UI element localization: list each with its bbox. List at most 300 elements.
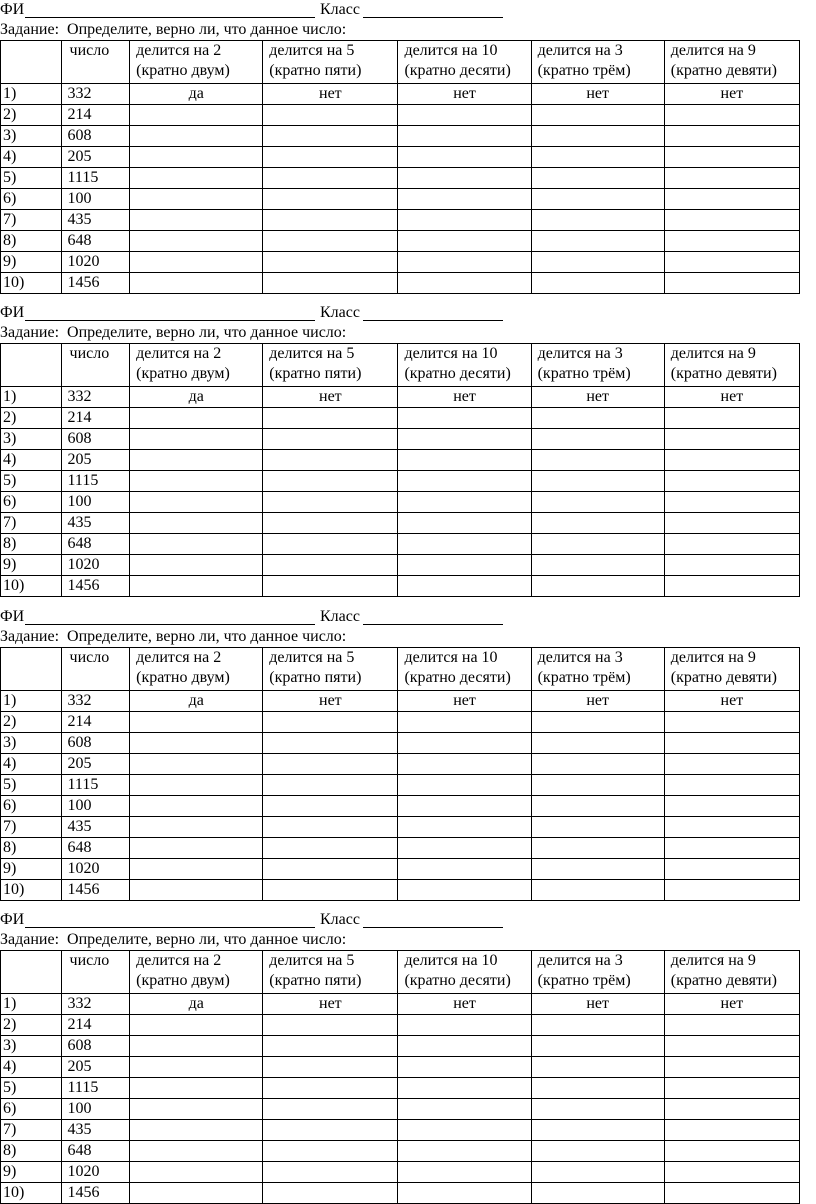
answer-cell-div3[interactable]	[531, 1015, 664, 1036]
answer-cell-div2[interactable]	[130, 210, 263, 231]
answer-cell-div9[interactable]	[664, 754, 799, 775]
header-div9-title: делится на 9	[670, 952, 756, 969]
table-row	[1, 210, 800, 231]
answer-cell-div3[interactable]	[531, 147, 664, 168]
answer-cell-div10[interactable]	[398, 1162, 531, 1183]
answer-cell-div9[interactable]	[664, 471, 799, 492]
answer-cell-div10[interactable]	[398, 105, 531, 126]
answer-cell-div5[interactable]	[263, 1120, 398, 1141]
answer-cell-div2[interactable]	[130, 838, 263, 859]
answer-cell-div9[interactable]: нет	[664, 387, 799, 408]
answer-cell-div3[interactable]	[531, 492, 664, 513]
answer-cell-div5[interactable]	[263, 1099, 398, 1120]
answer-cell-div5[interactable]	[263, 1036, 398, 1057]
header-number: число	[61, 344, 130, 387]
answer-cell-div5[interactable]	[263, 859, 398, 880]
answer-cell-div3[interactable]	[531, 429, 664, 450]
answer-cell-div9[interactable]	[664, 1099, 799, 1120]
answer-cell-div5[interactable]: нет	[263, 84, 398, 105]
answer-cell-div5[interactable]	[263, 189, 398, 210]
answer-cell-div2[interactable]	[130, 273, 263, 294]
table-row	[1, 429, 800, 450]
answer-cell-div10[interactable]	[398, 817, 531, 838]
answer-cell-div10[interactable]	[398, 733, 531, 754]
row-number: 214	[61, 105, 130, 126]
answer-cell-div2[interactable]	[130, 534, 263, 555]
task-label: Задание:	[0, 324, 60, 341]
answer-cell-div5[interactable]	[263, 576, 398, 597]
answer-cell-div2[interactable]	[130, 796, 263, 817]
header-div3-subtitle: (кратно трём)	[537, 62, 631, 79]
row-number: 1020	[61, 555, 130, 576]
row-index: 5)	[1, 471, 62, 492]
header-div9-subtitle: (кратно девяти)	[670, 62, 777, 79]
table-row	[1, 775, 800, 796]
table-header-row	[1, 344, 800, 387]
answer-cell-div2[interactable]	[130, 408, 263, 429]
answer-cell-div10[interactable]	[398, 880, 531, 901]
header-div3-subtitle: (кратно трём)	[537, 972, 631, 989]
header-line	[0, 607, 520, 629]
answer-cell-div9[interactable]	[664, 838, 799, 859]
answer-cell-div10[interactable]	[398, 513, 531, 534]
answer-cell-div2[interactable]	[130, 126, 263, 147]
answer-cell-div2[interactable]	[130, 1120, 263, 1141]
header-div9-title: делится на 9	[670, 649, 756, 666]
header-div5-subtitle: (кратно пяти)	[269, 365, 362, 382]
answer-cell-div9[interactable]	[664, 1120, 799, 1141]
answer-cell-div2[interactable]	[130, 859, 263, 880]
row-number: 1115	[61, 1078, 130, 1099]
answer-cell-div5[interactable]	[263, 838, 398, 859]
answer-cell-div10[interactable]	[398, 429, 531, 450]
answer-cell-div10[interactable]: нет	[398, 691, 531, 712]
table-row	[1, 1141, 800, 1162]
answer-cell-div3[interactable]	[531, 471, 664, 492]
answer-cell-div9[interactable]: нет	[664, 691, 799, 712]
answer-cell-div9[interactable]	[664, 859, 799, 880]
row-number: 1115	[61, 168, 130, 189]
answer-cell-div10[interactable]	[398, 1036, 531, 1057]
answer-cell-div2[interactable]	[130, 576, 263, 597]
row-number: 1456	[61, 1183, 130, 1204]
row-number: 435	[61, 1120, 130, 1141]
answer-cell-div10[interactable]	[398, 754, 531, 775]
answer-cell-div9[interactable]	[664, 231, 799, 252]
answer-cell-div9[interactable]	[664, 1057, 799, 1078]
row-number: 608	[61, 1036, 130, 1057]
answer-cell-div10[interactable]	[398, 576, 531, 597]
answer-cell-div9[interactable]	[664, 712, 799, 733]
answer-cell-div2[interactable]	[130, 168, 263, 189]
answer-cell-div5[interactable]	[263, 1015, 398, 1036]
row-index: 2)	[1, 712, 62, 733]
answer-cell-div9[interactable]	[664, 555, 799, 576]
table-row	[1, 1036, 800, 1057]
answer-cell-div2[interactable]	[130, 189, 263, 210]
row-number: 1020	[61, 1162, 130, 1183]
answer-cell-div10[interactable]	[398, 838, 531, 859]
answer-cell-div5[interactable]	[263, 429, 398, 450]
answer-cell-div3[interactable]	[531, 450, 664, 471]
answer-cell-div10[interactable]	[398, 775, 531, 796]
table-row	[1, 1078, 800, 1099]
table-row	[1, 1015, 800, 1036]
answer-cell-div10[interactable]	[398, 252, 531, 273]
fi-blank-field[interactable]	[25, 303, 315, 321]
answer-cell-div2[interactable]	[130, 105, 263, 126]
answer-cell-div9[interactable]	[664, 252, 799, 273]
answer-cell-div10[interactable]	[398, 1120, 531, 1141]
header-div10-title: делится на 10	[404, 345, 498, 362]
answer-cell-div10[interactable]: нет	[398, 994, 531, 1015]
divisibility-table	[0, 950, 800, 1204]
row-number: 1020	[61, 252, 130, 273]
answer-cell-div3[interactable]	[531, 168, 664, 189]
answer-cell-div10[interactable]	[398, 1183, 531, 1204]
answer-cell-div5[interactable]	[263, 450, 398, 471]
answer-cell-div3[interactable]	[531, 1162, 664, 1183]
class-blank-field[interactable]	[363, 607, 503, 625]
header-div2-title: делится на 2	[136, 649, 222, 666]
answer-cell-div3[interactable]	[531, 1183, 664, 1204]
answer-cell-div10[interactable]	[398, 859, 531, 880]
answer-cell-div9[interactable]	[664, 576, 799, 597]
answer-cell-div3[interactable]	[531, 576, 664, 597]
answer-cell-div10[interactable]	[398, 1015, 531, 1036]
table-row	[1, 105, 800, 126]
table-row	[1, 231, 800, 252]
row-number: 648	[61, 838, 130, 859]
row-number: 648	[61, 1141, 130, 1162]
answer-cell-div2[interactable]	[130, 1057, 263, 1078]
answer-cell-div9[interactable]	[664, 429, 799, 450]
answer-cell-div3[interactable]	[531, 1078, 664, 1099]
answer-cell-div10[interactable]	[398, 1078, 531, 1099]
answer-cell-div3[interactable]	[531, 817, 664, 838]
answer-cell-div2[interactable]	[130, 1099, 263, 1120]
answer-cell-div3[interactable]	[531, 754, 664, 775]
answer-cell-div10[interactable]	[398, 168, 531, 189]
answer-cell-div9[interactable]	[664, 492, 799, 513]
answer-cell-div9[interactable]: нет	[664, 994, 799, 1015]
row-index: 4)	[1, 1057, 62, 1078]
answer-cell-div5[interactable]	[263, 471, 398, 492]
header-div3-title: делится на 3	[537, 345, 623, 362]
answer-cell-div10[interactable]	[398, 1099, 531, 1120]
header-div3-title: делится на 3	[537, 42, 623, 59]
answer-cell-div9[interactable]	[664, 408, 799, 429]
header-number: число	[61, 648, 130, 691]
answer-cell-div10[interactable]	[398, 534, 531, 555]
answer-cell-div2[interactable]	[130, 1015, 263, 1036]
row-index: 7)	[1, 210, 62, 231]
answer-cell-div9[interactable]	[664, 1162, 799, 1183]
answer-cell-div3[interactable]	[531, 210, 664, 231]
header-div9-subtitle: (кратно девяти)	[670, 365, 777, 382]
answer-cell-div3[interactable]: нет	[531, 387, 664, 408]
row-index: 4)	[1, 450, 62, 471]
answer-cell-div2[interactable]	[130, 1162, 263, 1183]
answer-cell-div3[interactable]	[531, 859, 664, 880]
class-blank-field[interactable]	[363, 0, 503, 18]
class-blank-field[interactable]	[363, 303, 503, 321]
answer-cell-div3[interactable]: нет	[531, 994, 664, 1015]
answer-cell-div9[interactable]	[664, 1078, 799, 1099]
row-number: 100	[61, 1099, 130, 1120]
divisibility-table	[0, 647, 800, 901]
answer-cell-div5[interactable]	[263, 796, 398, 817]
row-index: 1)	[1, 84, 62, 105]
header-div10-subtitle: (кратно десяти)	[404, 972, 511, 989]
answer-cell-div10[interactable]	[398, 210, 531, 231]
answer-cell-div9[interactable]	[664, 1141, 799, 1162]
answer-cell-div3[interactable]	[531, 1057, 664, 1078]
row-number: 205	[61, 450, 130, 471]
answer-cell-div10[interactable]	[398, 189, 531, 210]
answer-cell-div5[interactable]	[263, 147, 398, 168]
answer-cell-div2[interactable]	[130, 147, 263, 168]
answer-cell-div2[interactable]	[130, 555, 263, 576]
task-line	[0, 20, 346, 40]
answer-cell-div3[interactable]	[531, 513, 664, 534]
answer-cell-div5[interactable]	[263, 252, 398, 273]
answer-cell-div3[interactable]	[531, 880, 664, 901]
answer-cell-div9[interactable]	[664, 210, 799, 231]
answer-cell-div2[interactable]	[130, 775, 263, 796]
answer-cell-div2[interactable]: да	[130, 994, 263, 1015]
answer-cell-div2[interactable]	[130, 513, 263, 534]
answer-cell-div5[interactable]	[263, 492, 398, 513]
answer-cell-div5[interactable]	[263, 817, 398, 838]
answer-cell-div5[interactable]	[263, 733, 398, 754]
answer-cell-div2[interactable]: да	[130, 84, 263, 105]
header-div10-title: делится на 10	[404, 42, 498, 59]
divisibility-table	[0, 343, 800, 597]
row-index: 4)	[1, 147, 62, 168]
answer-cell-div9[interactable]	[664, 1015, 799, 1036]
answer-cell-div3[interactable]	[531, 189, 664, 210]
answer-cell-div5[interactable]	[263, 210, 398, 231]
answer-cell-div3[interactable]	[531, 555, 664, 576]
answer-cell-div3[interactable]	[531, 1141, 664, 1162]
row-index: 7)	[1, 817, 62, 838]
row-number: 1020	[61, 859, 130, 880]
answer-cell-div5[interactable]	[263, 105, 398, 126]
answer-cell-div3[interactable]	[531, 1120, 664, 1141]
answer-cell-div3[interactable]	[531, 838, 664, 859]
answer-cell-div10[interactable]	[398, 712, 531, 733]
answer-cell-div10[interactable]	[398, 796, 531, 817]
row-number: 1456	[61, 273, 130, 294]
answer-cell-div9[interactable]	[664, 126, 799, 147]
answer-cell-div2[interactable]	[130, 252, 263, 273]
row-index: 2)	[1, 1015, 62, 1036]
answer-cell-div10[interactable]	[398, 147, 531, 168]
answer-cell-div3[interactable]	[531, 273, 664, 294]
fi-blank-field[interactable]	[25, 607, 315, 625]
table-row	[1, 147, 800, 168]
answer-cell-div9[interactable]	[664, 105, 799, 126]
answer-cell-div5[interactable]	[263, 126, 398, 147]
answer-cell-div5[interactable]	[263, 534, 398, 555]
table-row	[1, 1120, 800, 1141]
answer-cell-div9[interactable]	[664, 733, 799, 754]
answer-cell-div5[interactable]	[263, 1162, 398, 1183]
answer-cell-div9[interactable]: нет	[664, 84, 799, 105]
answer-cell-div9[interactable]	[664, 1036, 799, 1057]
header-div10-subtitle: (кратно десяти)	[404, 365, 511, 382]
task-label: Задание:	[0, 21, 60, 38]
header-div5-subtitle: (кратно пяти)	[269, 669, 362, 686]
answer-cell-div10[interactable]	[398, 1057, 531, 1078]
answer-cell-div9[interactable]	[664, 534, 799, 555]
answer-cell-div5[interactable]	[263, 775, 398, 796]
header-div2	[130, 951, 263, 994]
header-div5	[263, 951, 398, 994]
answer-cell-div9[interactable]	[664, 880, 799, 901]
table-row	[1, 513, 800, 534]
row-index: 10)	[1, 273, 62, 294]
answer-cell-div2[interactable]	[130, 754, 263, 775]
header-div2	[130, 344, 263, 387]
answer-cell-div5[interactable]	[263, 880, 398, 901]
header-div10	[398, 41, 531, 84]
answer-cell-div2[interactable]: да	[130, 387, 263, 408]
answer-cell-div5[interactable]	[263, 513, 398, 534]
answer-cell-div10[interactable]	[398, 492, 531, 513]
answer-cell-div5[interactable]: нет	[263, 994, 398, 1015]
answer-cell-div10[interactable]	[398, 1141, 531, 1162]
row-index: 9)	[1, 252, 62, 273]
header-div3-subtitle: (кратно трём)	[537, 669, 631, 686]
answer-cell-div2[interactable]	[130, 450, 263, 471]
answer-cell-div2[interactable]	[130, 492, 263, 513]
answer-cell-div3[interactable]	[531, 105, 664, 126]
answer-cell-div2[interactable]	[130, 231, 263, 252]
answer-cell-div2[interactable]	[130, 1036, 263, 1057]
answer-cell-div10[interactable]	[398, 555, 531, 576]
answer-cell-div2[interactable]	[130, 429, 263, 450]
answer-cell-div3[interactable]	[531, 231, 664, 252]
answer-cell-div9[interactable]	[664, 796, 799, 817]
header-div5-title: делится на 5	[269, 345, 355, 362]
answer-cell-div10[interactable]: нет	[398, 387, 531, 408]
class-label: Класс	[320, 304, 360, 321]
answer-cell-div10[interactable]	[398, 126, 531, 147]
answer-cell-div5[interactable]	[263, 231, 398, 252]
task-line	[0, 323, 346, 343]
answer-cell-div5[interactable]	[263, 754, 398, 775]
header-index	[1, 344, 62, 387]
answer-cell-div5[interactable]	[263, 555, 398, 576]
answer-cell-div10[interactable]	[398, 408, 531, 429]
header-div5-subtitle: (кратно пяти)	[269, 62, 362, 79]
answer-cell-div3[interactable]	[531, 1099, 664, 1120]
row-index: 9)	[1, 555, 62, 576]
answer-cell-div5[interactable]	[263, 1057, 398, 1078]
task-label: Задание:	[0, 931, 60, 948]
fi-blank-field[interactable]	[25, 910, 315, 928]
row-index: 3)	[1, 1036, 62, 1057]
header-div2-title: делится на 2	[136, 42, 222, 59]
answer-cell-div5[interactable]: нет	[263, 387, 398, 408]
answer-cell-div9[interactable]	[664, 189, 799, 210]
row-number: 608	[61, 126, 130, 147]
answer-cell-div2[interactable]	[130, 1141, 263, 1162]
answer-cell-div3[interactable]	[531, 126, 664, 147]
answer-cell-div3[interactable]	[531, 1036, 664, 1057]
answer-cell-div9[interactable]	[664, 817, 799, 838]
fi-blank-field[interactable]	[25, 0, 315, 18]
answer-cell-div5[interactable]: нет	[263, 691, 398, 712]
answer-cell-div2[interactable]	[130, 471, 263, 492]
header-div2-subtitle: (кратно двум)	[136, 365, 230, 382]
answer-cell-div5[interactable]	[263, 712, 398, 733]
row-index: 1)	[1, 994, 62, 1015]
answer-cell-div2[interactable]: да	[130, 691, 263, 712]
header-div2-title: делится на 2	[136, 345, 222, 362]
answer-cell-div3[interactable]	[531, 712, 664, 733]
answer-cell-div9[interactable]	[664, 1183, 799, 1204]
row-index: 3)	[1, 733, 62, 754]
answer-cell-div3[interactable]	[531, 796, 664, 817]
answer-cell-div5[interactable]	[263, 1141, 398, 1162]
answer-cell-div3[interactable]: нет	[531, 691, 664, 712]
answer-cell-div3[interactable]	[531, 408, 664, 429]
class-label: Класс	[320, 911, 360, 928]
answer-cell-div10[interactable]	[398, 231, 531, 252]
row-index: 6)	[1, 796, 62, 817]
answer-cell-div10[interactable]: нет	[398, 84, 531, 105]
answer-cell-div9[interactable]	[664, 273, 799, 294]
header-div3	[531, 41, 664, 84]
table-header-row	[1, 648, 800, 691]
answer-cell-div2[interactable]	[130, 817, 263, 838]
answer-cell-div3[interactable]: нет	[531, 84, 664, 105]
answer-cell-div2[interactable]	[130, 1078, 263, 1099]
answer-cell-div2[interactable]	[130, 733, 263, 754]
answer-cell-div3[interactable]	[531, 775, 664, 796]
answer-cell-div2[interactable]	[130, 712, 263, 733]
answer-cell-div5[interactable]	[263, 273, 398, 294]
table-row	[1, 471, 800, 492]
header-div3	[531, 344, 664, 387]
answer-cell-div3[interactable]	[531, 252, 664, 273]
answer-cell-div9[interactable]	[664, 513, 799, 534]
header-div10-subtitle: (кратно десяти)	[404, 62, 511, 79]
answer-cell-div9[interactable]	[664, 450, 799, 471]
class-blank-field[interactable]	[363, 910, 503, 928]
answer-cell-div5[interactable]	[263, 168, 398, 189]
answer-cell-div9[interactable]	[664, 775, 799, 796]
answer-cell-div9[interactable]	[664, 168, 799, 189]
answer-cell-div2[interactable]	[130, 1183, 263, 1204]
answer-cell-div9[interactable]	[664, 147, 799, 168]
answer-cell-div10[interactable]	[398, 273, 531, 294]
row-index: 5)	[1, 775, 62, 796]
answer-cell-div2[interactable]	[130, 880, 263, 901]
header-div2	[130, 41, 263, 84]
answer-cell-div3[interactable]	[531, 733, 664, 754]
answer-cell-div3[interactable]	[531, 534, 664, 555]
answer-cell-div10[interactable]	[398, 450, 531, 471]
row-number: 648	[61, 534, 130, 555]
answer-cell-div5[interactable]	[263, 1183, 398, 1204]
answer-cell-div10[interactable]	[398, 471, 531, 492]
answer-cell-div5[interactable]	[263, 408, 398, 429]
answer-cell-div5[interactable]	[263, 1078, 398, 1099]
